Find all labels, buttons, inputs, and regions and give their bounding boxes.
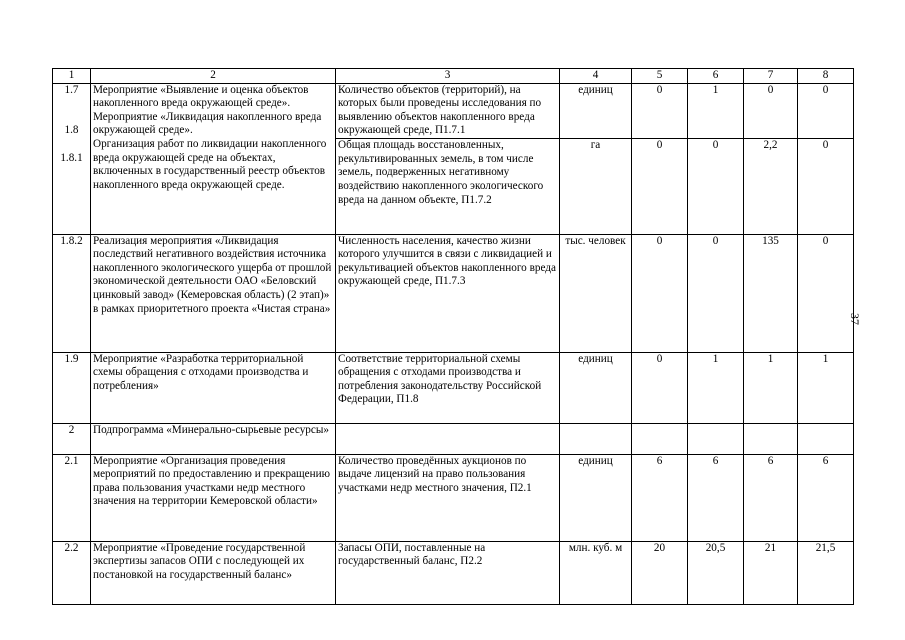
value-cell: 1 bbox=[688, 352, 744, 423]
unit-cell: га bbox=[560, 139, 632, 234]
table-row bbox=[53, 541, 854, 604]
row-number: 1.7 bbox=[64, 83, 79, 96]
header-cell: 3 bbox=[336, 69, 560, 84]
table-header-row bbox=[53, 69, 854, 84]
activity-text: Реализация мероприятия «Ликвидация последствий негативного воздействия источника накопленного экологического ущерба от прошлой экономической деятельности ОАО «Беловский цинковый завод» (Кемеровская область) (2 этап)» в рамках приоритетного проекта «Чистая страна» bbox=[91, 234, 336, 352]
header-cell: 2 bbox=[91, 69, 336, 84]
value-cell: 0 bbox=[798, 83, 854, 139]
row-number: 1.8.2 bbox=[53, 234, 91, 352]
value-cell: 0 bbox=[798, 234, 854, 352]
value-cell: 135 bbox=[744, 234, 798, 352]
row-number: 2 bbox=[53, 423, 91, 454]
header-cell: 7 bbox=[744, 69, 798, 84]
unit-cell: единиц bbox=[560, 352, 632, 423]
indicator-cell: Численность населения, качество жизни которого улучшится в связи с ликвидацией и рекультивацией объектов накопленного вреда окружающей среде, П1.7.3 bbox=[336, 234, 560, 352]
header-cell: 8 bbox=[798, 69, 854, 84]
row-number: 1.9 bbox=[53, 352, 91, 423]
unit-cell: единиц bbox=[560, 454, 632, 541]
value-cell: 6 bbox=[632, 454, 688, 541]
value-cell: 0 bbox=[632, 352, 688, 423]
row-number: 2.1 bbox=[53, 454, 91, 541]
indicator-cell: Общая площадь восстановленных, рекультивированных земель, в том числе земель, подверженных негативному воздействию накопленного экологического вреда на данном объекте, П1.7.2 bbox=[336, 139, 560, 234]
indicators-table bbox=[52, 68, 854, 605]
unit-cell: млн. куб. м bbox=[560, 541, 632, 604]
value-cell: 6 bbox=[688, 454, 744, 541]
unit-cell: тыс. человек bbox=[560, 234, 632, 352]
table-row bbox=[53, 454, 854, 541]
row-number: 2.2 bbox=[53, 541, 91, 604]
activity-text: Мероприятие «Разработка территориальной схемы обращения с отходами производства и потребления» bbox=[91, 352, 336, 423]
value-cell: 0 bbox=[688, 139, 744, 234]
page-number: 37 bbox=[848, 313, 862, 325]
value-cell: 6 bbox=[798, 454, 854, 541]
header-cell: 4 bbox=[560, 69, 632, 84]
value-cell: 20 bbox=[632, 541, 688, 604]
value-cell bbox=[744, 423, 798, 454]
value-cell: 1 bbox=[798, 352, 854, 423]
value-cell: 2,2 bbox=[744, 139, 798, 234]
unit-cell bbox=[560, 423, 632, 454]
value-cell: 20,5 bbox=[688, 541, 744, 604]
value-cell: 1 bbox=[744, 352, 798, 423]
value-cell: 21 bbox=[744, 541, 798, 604]
value-cell bbox=[688, 423, 744, 454]
value-cell bbox=[798, 423, 854, 454]
table-row bbox=[53, 83, 854, 139]
header-cell: 1 bbox=[53, 69, 91, 84]
indicator-cell: Соответствие территориальной схемы обращения с отходами производства и потребления законодательству Российской Федерации, П1.8 bbox=[336, 352, 560, 423]
activity-text: Мероприятие «Организация проведения мероприятий по предоставлению и прекращению права пользования участками недр местного значения на территории Кемеровской области» bbox=[91, 454, 336, 541]
activity-text: Организация работ по ликвидации накопленного вреда окружающей среде на объектах, включенных в государственный реестр объектов накопленного вреда окружающей среде. bbox=[93, 137, 327, 191]
activity-text: Мероприятие «Ликвидация накопленного вреда окружающей среде». bbox=[93, 110, 322, 137]
row-number-cell bbox=[53, 83, 91, 234]
value-cell: 0 bbox=[798, 139, 854, 234]
unit-cell: единиц bbox=[560, 83, 632, 139]
table-row bbox=[53, 423, 854, 454]
activity-cell bbox=[91, 83, 336, 234]
activity-text: Мероприятие «Выявление и оценка объектов накопленного вреда окружающей среде». bbox=[93, 83, 309, 110]
value-cell: 1 bbox=[688, 83, 744, 139]
activity-text: Мероприятие «Проведение государственной экспертизы запасов ОПИ с последующей их постановкой на государственный баланс» bbox=[91, 541, 336, 604]
indicator-cell: Запасы ОПИ, поставленные на государственный баланс, П2.2 bbox=[336, 541, 560, 604]
header-cell: 6 bbox=[688, 69, 744, 84]
table-row bbox=[53, 234, 854, 352]
value-cell: 21,5 bbox=[798, 541, 854, 604]
indicator-cell: Количество проведённых аукционов по выдаче лицензий на право пользования участками недр местного значения, П2.1 bbox=[336, 454, 560, 541]
value-cell: 0 bbox=[632, 139, 688, 234]
value-cell: 0 bbox=[744, 83, 798, 139]
row-number: 1.8 bbox=[64, 124, 79, 137]
indicator-cell bbox=[336, 423, 560, 454]
value-cell: 6 bbox=[744, 454, 798, 541]
header-cell: 5 bbox=[632, 69, 688, 84]
indicator-cell: Количество объектов (территорий), на которых были проведены исследования по выявлению объектов накопленного вреда окружающей среде, П1.7.1 bbox=[336, 83, 560, 139]
value-cell: 0 bbox=[632, 234, 688, 352]
value-cell: 0 bbox=[688, 234, 744, 352]
value-cell: 0 bbox=[632, 83, 688, 139]
subprogram-title: Подпрограмма «Минерально-сырьевые ресурсы» bbox=[91, 423, 336, 454]
value-cell bbox=[632, 423, 688, 454]
table-row bbox=[53, 352, 854, 423]
row-number: 1.8.1 bbox=[60, 151, 83, 164]
